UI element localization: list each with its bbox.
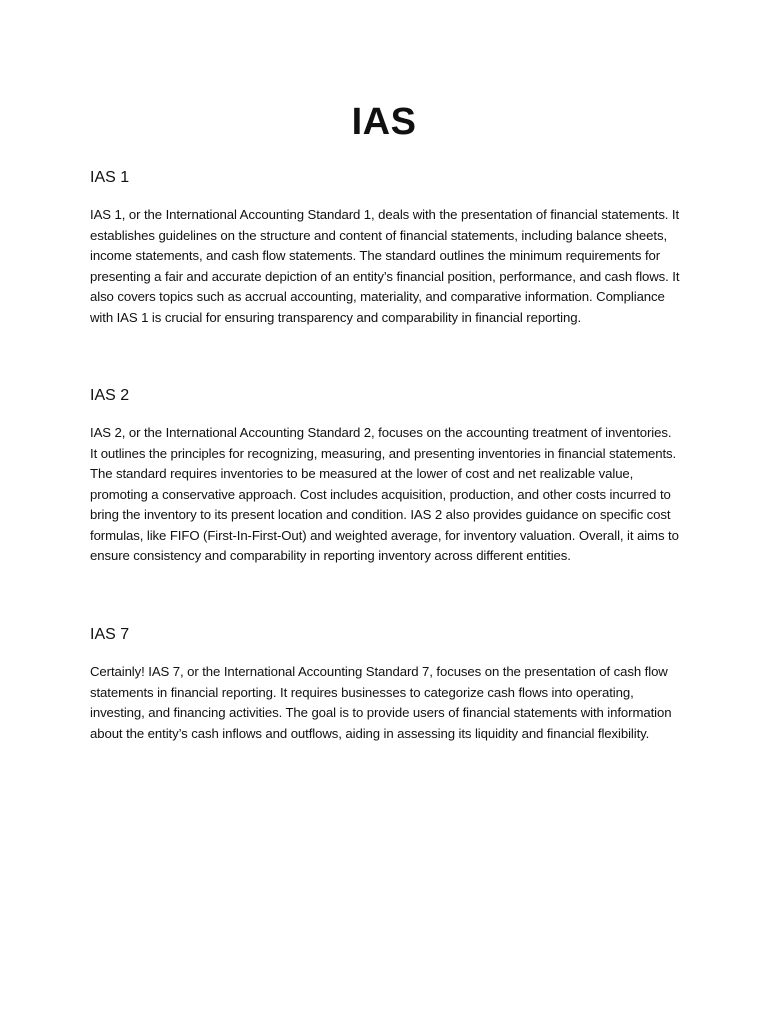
document-title: IAS: [351, 101, 417, 143]
section-ias-1: [90, 167, 680, 328]
section-heading: IAS 1: [90, 169, 130, 186]
section-heading: IAS 2: [90, 387, 130, 404]
section-heading: IAS 7: [90, 626, 130, 643]
section-ias-7: [90, 624, 680, 744]
section-paragraph: Certainly! IAS 7, or the International Accounting Standard 7, focuses on the presentation of cash flow statements in financial reporting. It requires businesses to categorize cash flows into operating, investing, and financing activities. The goal is to provide users of financial statements with information about the entity’s cash inflows and outflows, aiding in assessing its liquidity and financial flexibility.: [90, 664, 672, 741]
section-paragraph: IAS 2, or the International Accounting Standard 2, focuses on the accounting treatment of inventories. It outlines the principles for recognizing, measuring, and presenting inventories in financial statements. The standard requires inventories to be measured at the lower of cost and net realizable value, promoting a conservative approach. Cost includes acquisition, production, and other costs incurred to bring the inventory to its present location and condition. IAS 2 also provides guidance on specific cost formulas, like FIFO (First-In-First-Out) and weighted average, for inventory valuation. Overall, it aims to ensure consistency and comparability in reporting inventory across different entities.: [90, 425, 679, 563]
section-paragraph: IAS 1, or the International Accounting Standard 1, deals with the presentation of financial statements. It establishes guidelines on the structure and content of financial statements, including balance sheets, income statements, and cash flow statements. The standard outlines the minimum requirements for presenting a fair and accurate depiction of an entity’s financial position, performance, and cash flows. It also covers topics such as accrual accounting, materiality, and comparative information. Compliance with IAS 1 is crucial for ensuring transparency and comparability in financial reporting.: [90, 207, 680, 325]
section-ias-2: [90, 385, 680, 567]
